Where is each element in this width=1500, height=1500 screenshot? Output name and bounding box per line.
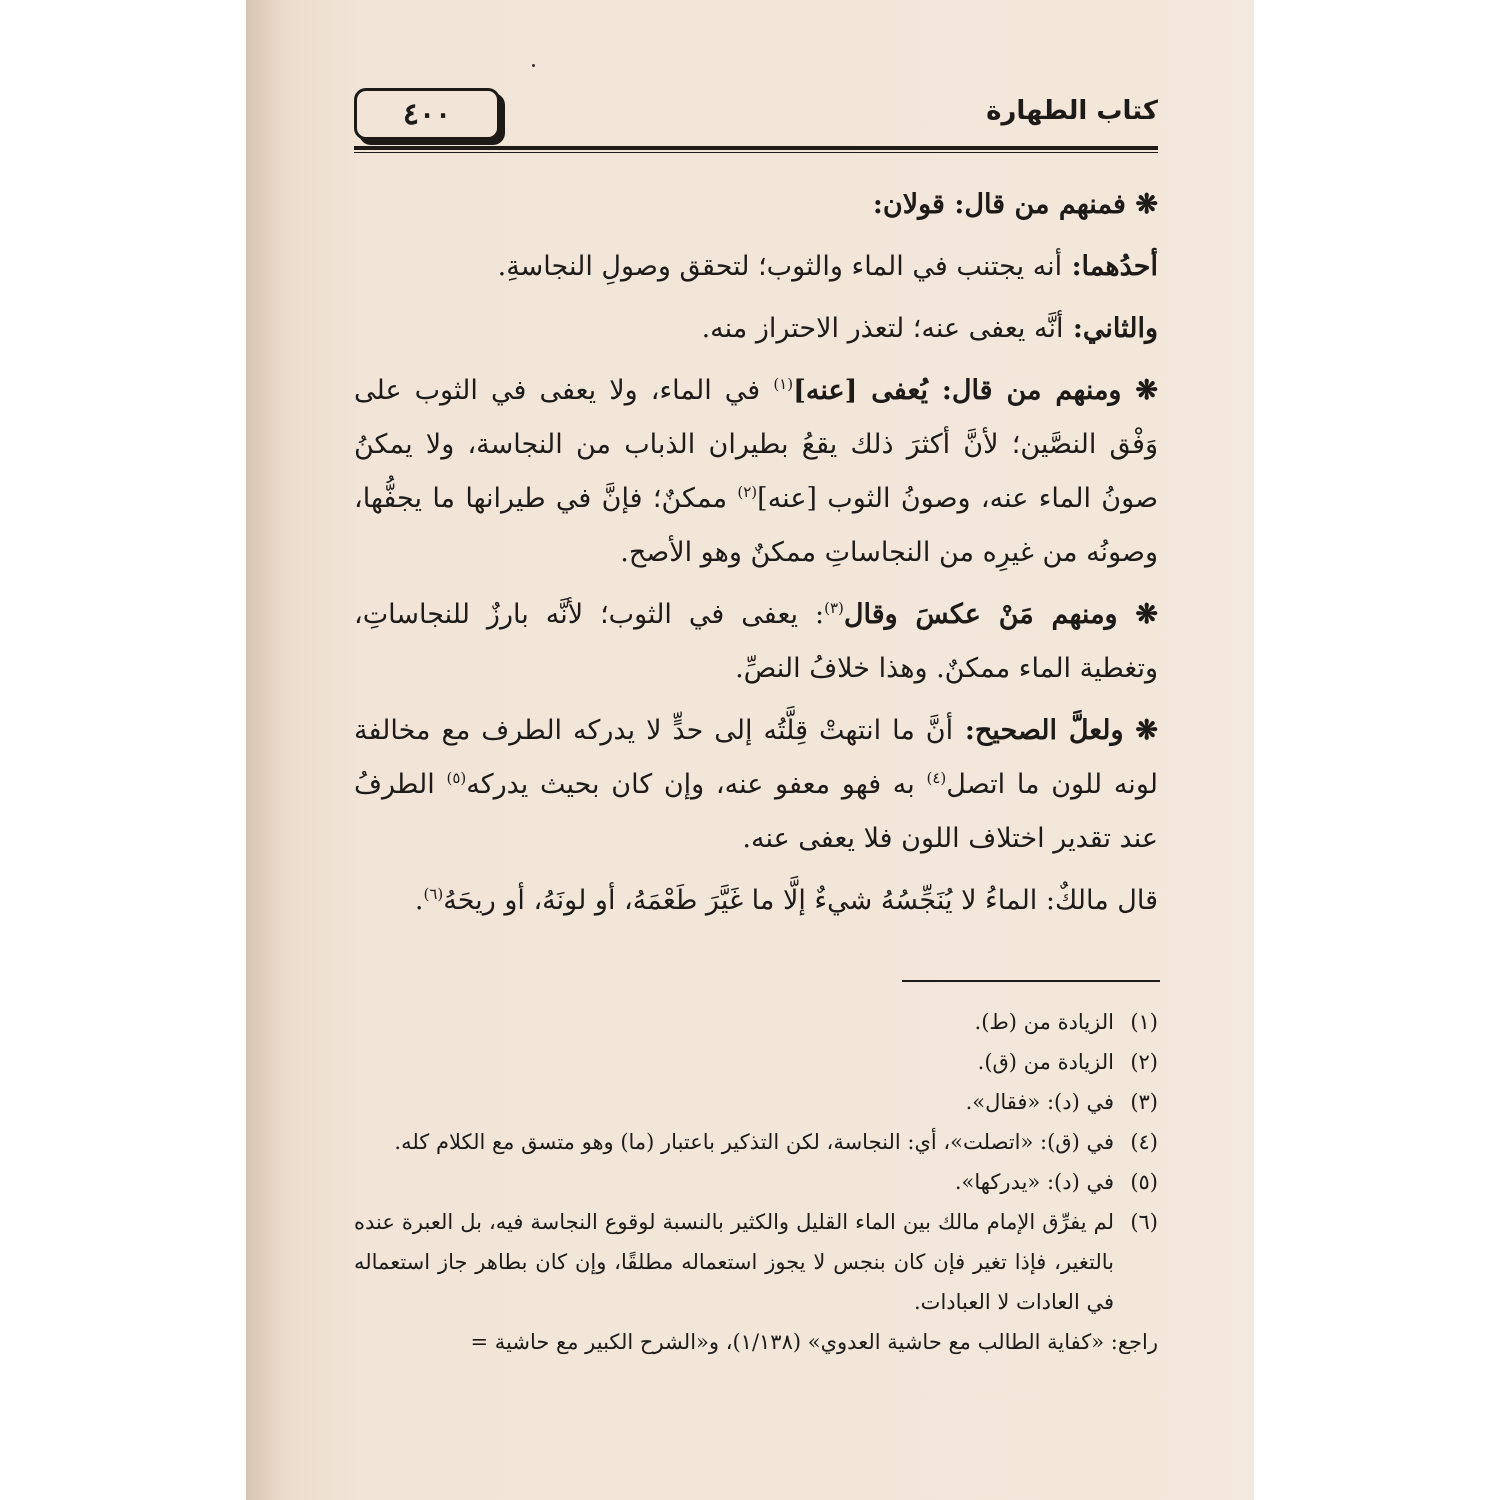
p6-text-end: الطرفُ عند تقدير اختلاف اللون فلا يعفى عنه. bbox=[354, 769, 1158, 854]
footnote-4 bbox=[354, 1122, 1158, 1162]
footnote-text: الزيادة من (ق). bbox=[977, 1050, 1114, 1074]
footnote-number: (٤) bbox=[1130, 1130, 1158, 1154]
p4-text: في الماء، ولا يعفى في الثوب على وَفْق النصَّين؛ لأنَّ أكثرَ ذلك يقعُ بطيران الذباب من النجاسة، ولا يمكنُ صونُ الماء عنه، وصونُ الثوب [عنه] bbox=[354, 375, 1158, 514]
footnote-ref-6[interactable]: (٦) bbox=[423, 885, 444, 903]
asterisk-marker: ❋ bbox=[1117, 599, 1158, 630]
footnote-number: (٢) bbox=[1130, 1050, 1158, 1074]
p1-text: فمنهم من قال: قولان: bbox=[872, 189, 1126, 220]
p4-text-end: ممكنٌ؛ فإنَّ في طيرانها ما يجفُّها، وصونُه من غيرِه من النجاساتِ ممكنٌ وهو الأصح. bbox=[354, 483, 1158, 568]
asterisk-marker: ❋ bbox=[1121, 375, 1159, 406]
footnote-ref-1[interactable]: (١) bbox=[773, 375, 794, 393]
p6-text-mid: به فهو معفو عنه، وإن كان بحيث يدركه bbox=[466, 769, 927, 800]
footnote-text: لم يفرِّق الإمام مالك بين الماء القليل والكثير بالنسبة لوقوع النجاسة فيه، بل العبرة عنده بالتغير، فإذا تغير فإن كان بنجس لا يجوز استعماله مطلقًا، وإن كان بطاهر جاز استعماله في العادات لا العبادات. bbox=[354, 1210, 1114, 1314]
footnote-text: في (د): «فقال». bbox=[965, 1090, 1114, 1114]
footnote-3 bbox=[354, 1082, 1158, 1122]
paragraph-1 bbox=[354, 178, 1158, 232]
p5-text: : يعفى في الثوب؛ لأنَّه بارزٌ للنجاساتِ، وتغطية الماء ممكنٌ. وهذا خلافُ النصِّ. bbox=[354, 599, 1158, 684]
footnote-6 bbox=[354, 1202, 1158, 1322]
p5-lead: ومنهم مَنْ عكسَ وقال bbox=[843, 599, 1118, 630]
ink-dot bbox=[532, 64, 535, 67]
footnote-number: (٦) bbox=[1130, 1210, 1158, 1234]
footnote-ref-5[interactable]: (٥) bbox=[446, 769, 467, 787]
footnote-number: (٥) bbox=[1130, 1170, 1158, 1194]
footnote-ref-3[interactable]: (٣) bbox=[824, 599, 844, 617]
running-title: كتاب الطهارة bbox=[986, 96, 1158, 126]
footnote-2 bbox=[354, 1042, 1158, 1082]
footnote-ref-2[interactable]: (٢) bbox=[737, 483, 758, 501]
asterisk-marker: ❋ bbox=[1125, 189, 1158, 220]
p2-lead: أحدُهما: bbox=[1062, 251, 1158, 282]
paragraph-5 bbox=[354, 588, 1158, 696]
header-rule-thin bbox=[354, 152, 1158, 153]
p2-text: أنه يجتنب في الماء والثوب؛ لتحقق وصولِ النجاسةِ. bbox=[497, 251, 1063, 282]
asterisk-marker: ❋ bbox=[1123, 715, 1158, 746]
page-number: ٤٠٠ bbox=[354, 88, 500, 140]
paragraph-2 bbox=[354, 240, 1158, 294]
footnote-number: (٣) bbox=[1130, 1090, 1158, 1114]
p6-text: أنَّ ما انتهتْ قِلَّتُه إلى حدٍّ لا يدركه الطرف مع مخالفة لونه للون ما اتصل bbox=[354, 715, 1158, 800]
footnotes bbox=[354, 1002, 1158, 1362]
p7-text: قال مالكٌ: الماءُ لا يُنَجِّسُهُ شيءٌ إلَّا ما غَيَّرَ طَعْمَهُ، أو لونَهُ، أو ريحَهُ bbox=[443, 885, 1158, 916]
main-text bbox=[354, 178, 1158, 936]
paragraph-7 bbox=[354, 874, 1158, 928]
footnote-continuation: راجع: «كفاية الطالب مع حاشية العدوي» (١/١٣٨)، و«الشرح الكبير مع حاشية = bbox=[470, 1330, 1158, 1354]
footnote-text: في (ق): «اتصلت»، أي: النجاسة، لكن التذكير باعتبار (ما) وهو متسق مع الكلام كله. bbox=[394, 1130, 1114, 1154]
footnote-text: في (د): «يدركها». bbox=[954, 1170, 1114, 1194]
p6-lead: ولعلَّ الصحيح: bbox=[953, 715, 1124, 746]
paragraph-4 bbox=[354, 364, 1158, 580]
footnote-ref-4[interactable]: (٤) bbox=[926, 769, 947, 787]
footnote-5 bbox=[354, 1162, 1158, 1202]
p4-lead: ومنهم من قال: يُعفى [عنه] bbox=[793, 375, 1122, 406]
p3-lead: والثاني: bbox=[1063, 313, 1158, 344]
header-rule bbox=[354, 146, 1158, 150]
footnote-separator bbox=[902, 980, 1160, 982]
footnote-1 bbox=[354, 1002, 1158, 1042]
book-page bbox=[246, 0, 1254, 1500]
paragraph-3 bbox=[354, 302, 1158, 356]
p3-text: أنَّه يعفى عنه؛ لتعذر الاحتراز منه. bbox=[701, 313, 1064, 344]
footnote-number: (١) bbox=[1130, 1010, 1158, 1034]
page-header bbox=[354, 88, 1158, 152]
p7-end: . bbox=[414, 885, 424, 916]
paragraph-6 bbox=[354, 704, 1158, 866]
footnote-text: الزيادة من (ط). bbox=[974, 1010, 1114, 1034]
